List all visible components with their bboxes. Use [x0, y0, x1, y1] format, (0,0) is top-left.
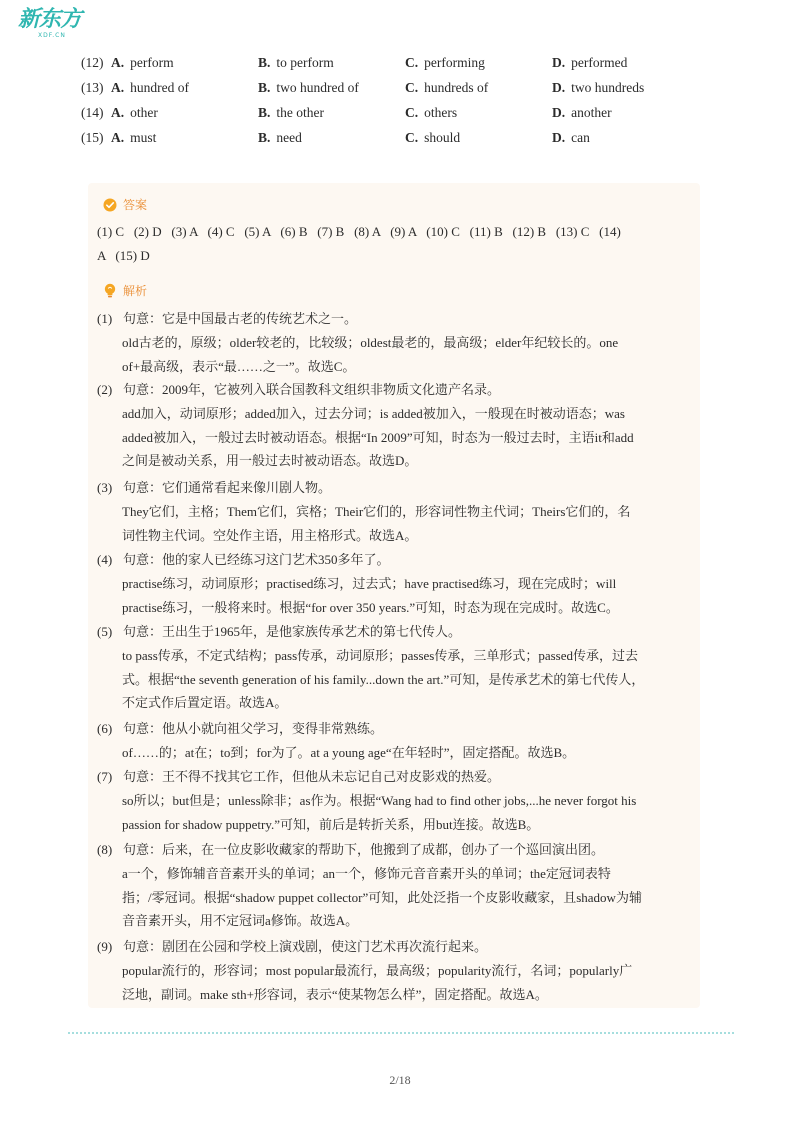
- item-line: add加入，动词原形；added加入，过去分词；is added被加入，一般现在时被动语态；was: [122, 406, 625, 421]
- item-question: 句意：它是中国最古老的传统艺术之一。: [123, 311, 358, 326]
- analysis-item: [97, 620, 697, 715]
- item-question: 句意：他从小就向祖父学习，变得非常熟练。: [123, 721, 384, 736]
- item-number: (3): [97, 480, 113, 495]
- item-line: old古老的，原级；older较老的，比较级；oldest最老的，最高级；elder年纪较长的。one: [122, 335, 619, 350]
- analysis-item: [97, 935, 697, 1006]
- item-number: (2): [97, 382, 113, 397]
- option-d: D. performed: [552, 55, 628, 70]
- item-line: a一个，修饰辅音音素开头的单词；an一个，修饰元音音素开头的单词；the定冠词表特: [122, 866, 611, 881]
- option-d: D. can: [552, 130, 590, 145]
- item-question: 句意：2009年，它被列入联合国教科文组织非物质文化遗产名录。: [123, 382, 501, 397]
- item-line: 不定式作后置定语。故选A。: [122, 695, 288, 710]
- item-line: 词性物主代词。空处作主语，用主格形式。故选A。: [122, 527, 418, 543]
- section-divider: [68, 1032, 734, 1034]
- item-line: popular流行的，形容词；most popular最流行，最高级；popularity流行，名词；popularly广: [122, 963, 633, 978]
- item-number: (8): [97, 842, 113, 857]
- lightbulb-icon: [103, 283, 117, 299]
- option-a: A. perform: [111, 55, 174, 70]
- item-question: 句意：王出生于1965年，是他家族传承艺术的第七代传人。: [123, 624, 462, 639]
- option-b: B. need: [258, 130, 302, 145]
- item-line: so所以；but但是；unless除非；as作为。根据“Wang had to find other jobs,...he never forgot his: [122, 793, 637, 808]
- option-c: C. should: [405, 130, 461, 145]
- item-question: 句意：剧团在公园和学校上演戏剧，使这门艺术再次流行起来。: [123, 939, 488, 954]
- item-line: added被加入，一般过去时被动语态。根据“In 2009”可知，时态为一般过去时，主语it和add: [122, 429, 634, 445]
- analysis-item: [97, 838, 697, 933]
- logo-subtext: XDF.CN: [38, 32, 66, 39]
- item-question: 句意：王不得不找其它工作，但他从未忘记自己对皮影戏的热爱。: [123, 769, 501, 784]
- item-line: of……的；at在；to到；for为了。at a young age“在年轻时”，固定搭配。故选B。: [122, 745, 576, 760]
- analysis-item: [97, 307, 697, 378]
- item-line: They它们，主格；Them它们，宾格；Their它们的，形容词性物主代词；Theirs它们的，名: [122, 504, 631, 519]
- item-line: 指；/零冠词。根据“shadow puppet collector”可知，此处泛指一个皮影收藏家，且shadow为辅: [122, 889, 642, 905]
- option-a: A. hundred of: [111, 80, 189, 95]
- option-b: B. two hundred of: [258, 80, 359, 95]
- option-a: A. must: [111, 130, 157, 145]
- analysis-item: [97, 717, 697, 765]
- question-number: (12): [81, 55, 104, 70]
- page-number: 2/18: [389, 1073, 411, 1087]
- option-a: A. other: [111, 105, 158, 120]
- question-number: (13): [81, 80, 104, 95]
- option-c: C. hundreds of: [405, 80, 489, 95]
- option-d: D. two hundreds: [552, 80, 645, 95]
- analysis-item: [97, 765, 697, 836]
- answer-key: [97, 220, 697, 268]
- answer-title: 答案: [123, 198, 148, 212]
- item-line: practise练习，动词原形；practised练习，过去式；have practised练习，现在完成时；will: [122, 576, 617, 591]
- item-question: 句意：它们通常看起来像川剧人物。: [123, 480, 332, 495]
- option-b: B. to perform: [258, 55, 334, 70]
- analysis-item: [97, 548, 697, 619]
- brand-logo: [18, 8, 88, 42]
- option-d: D. another: [552, 105, 612, 120]
- option-c: C. others: [405, 105, 458, 120]
- item-line: 式。根据“the seventh generation of his family...down the art.”可知，是传承艺术的第七代传人，: [122, 671, 645, 687]
- item-line: to pass传承，不定式结构；pass传承，动词原形；passes传承，三单形式；passed传承，过去: [122, 648, 639, 663]
- item-line: 音音素开头，用不定冠词a修饰。故选A。: [122, 913, 359, 928]
- item-question: 句意：他的家人已经练习这门艺术350多年了。: [123, 552, 390, 567]
- item-line: 之间是被动关系，用一般过去时被动语态。故选D。: [122, 453, 418, 468]
- item-question: 句意：后来，在一位皮影收藏家的帮助下，他搬到了成都，创办了一个巡回演出团。: [123, 842, 605, 857]
- question-number: (14): [81, 105, 104, 120]
- analysis-title: 解析: [123, 284, 148, 298]
- analysis-item: [97, 378, 697, 473]
- analysis-item: [97, 476, 697, 547]
- check-badge-icon: [103, 198, 117, 212]
- item-number: (6): [97, 721, 113, 736]
- question-number: (15): [81, 130, 104, 145]
- item-line: of+最高级，表示“最……之一”。故选C。: [122, 358, 356, 374]
- answer-heading: [103, 196, 147, 213]
- item-line: passion for shadow puppetry.”可知，前后是转折关系，用but连接。故选B。: [122, 816, 540, 832]
- analysis-heading: [103, 282, 147, 299]
- item-number: (9): [97, 939, 113, 954]
- item-line: practise练习，一般将来时。根据“for over 350 years.”可知，时态为现在完成时。故选C。: [122, 599, 619, 615]
- item-number: (4): [97, 552, 113, 567]
- item-number: (5): [97, 624, 113, 639]
- item-line: 泛地，副词。make sth+形容词，表示“使某物怎么样”，固定搭配。故选A。: [122, 986, 548, 1002]
- item-number: (1): [97, 311, 113, 326]
- answer-line: (1) C (2) D (3) A (4) C (5) A (6) B (7) B (8) A (9) A (10) C (11) B (12) B (13) C (14): [97, 224, 621, 239]
- option-c: C. performing: [405, 55, 485, 70]
- logo-text: 新东方: [18, 7, 82, 32]
- item-number: (7): [97, 769, 113, 784]
- option-b: B. the other: [258, 105, 324, 120]
- answer-line: A (15) D: [97, 248, 150, 263]
